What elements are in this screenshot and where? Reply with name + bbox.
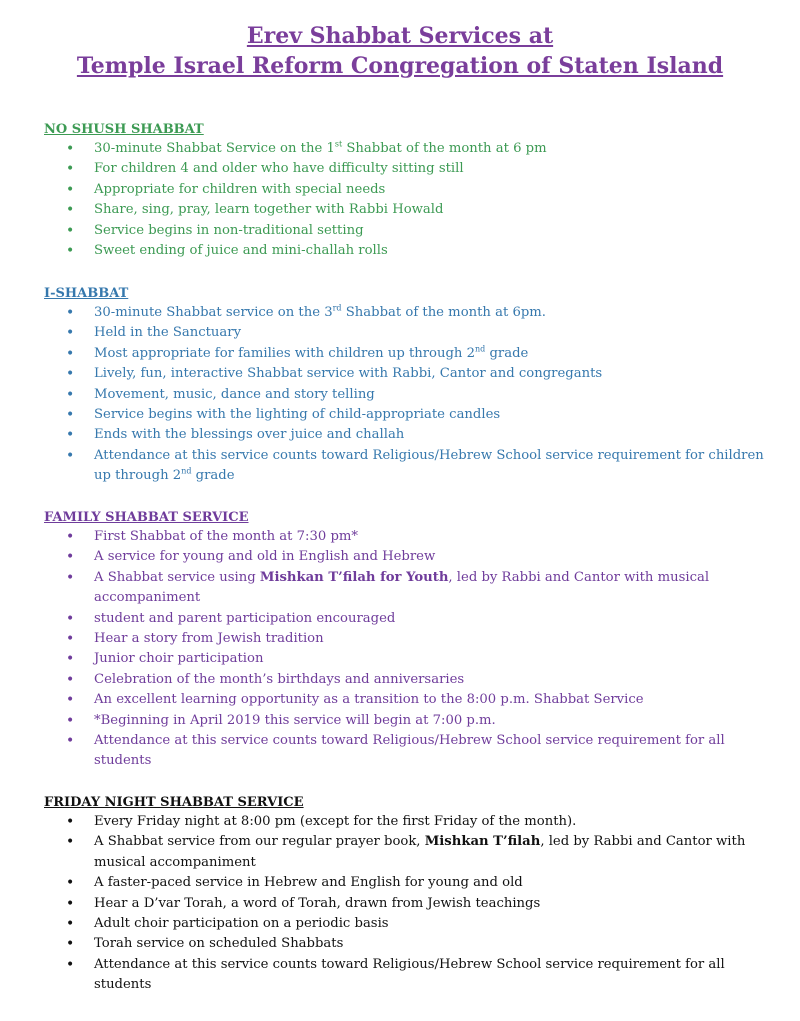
list-item (44, 385, 784, 405)
list-item (44, 527, 784, 547)
bullet-list (44, 812, 784, 996)
bullet-list (44, 139, 784, 261)
list-item (44, 690, 784, 710)
list-item-text: , led by Rabbi and Cantor with musical accompaniment (94, 834, 746, 870)
list-item (44, 873, 784, 893)
list-item (44, 159, 784, 179)
list-item (44, 568, 784, 609)
book-title: Mishkan T’filah (424, 834, 541, 850)
list-item-text: A faster-paced service in Hebrew and English for young and old (94, 875, 523, 891)
list-item-text: Service begins with the lighting of child-appropriate candles (94, 407, 501, 423)
list-item (44, 547, 784, 567)
list-item-text: Share, sing, pray, learn together with Rabbi Howald (94, 202, 444, 218)
list-item (44, 241, 784, 261)
list-item (44, 221, 784, 241)
list-item-text: Attendance at this service counts toward Religious/Hebrew School service requirement for all students (94, 956, 725, 993)
section-heading: NO SHUSH SHABBAT (44, 122, 204, 137)
list-item-text: A Shabbat service from our regular prayer book, (94, 834, 425, 850)
list-item (44, 832, 784, 873)
list-item (44, 670, 784, 690)
section-heading: I-SHABBAT (44, 286, 129, 301)
list-item (44, 323, 784, 343)
list-item-text: Service begins in non-traditional setting (94, 222, 364, 238)
list-item (44, 914, 784, 934)
list-item-text: 30-minute Shabbat service on the 3 (94, 305, 333, 320)
ordinal-suffix: rd (332, 303, 342, 313)
page-title-line-2: Temple Israel Reform Congregation of Staten Island (76, 53, 724, 79)
list-item (44, 812, 784, 832)
list-item-text: Attendance at this service counts toward Religious/Hebrew School service requirement for children up through 2 (94, 447, 764, 484)
bullet-list (44, 303, 784, 487)
list-item-text: Appropriate for children with special needs (94, 181, 386, 197)
list-item-text: A Shabbat service using (94, 569, 260, 585)
ordinal-suffix: nd (181, 466, 192, 476)
ordinal-suffix: st (334, 139, 343, 149)
ordinal-suffix: nd (475, 344, 486, 354)
section-heading: FAMILY SHABBAT SERVICE (44, 510, 249, 525)
list-item-text: An excellent learning opportunity as a transition to the 8:00 p.m. Shabbat Service (94, 692, 644, 708)
list-item (44, 303, 784, 323)
section-family-shabbat-service (44, 509, 784, 772)
list-item-text: Hear a story from Jewish tradition (94, 631, 324, 647)
list-item-text: For children 4 and older who have difficulty sitting still (94, 161, 464, 177)
list-item (44, 446, 784, 487)
list-item-text: student and parent participation encouraged (94, 610, 396, 626)
list-item-text: Held in the Sanctuary (94, 325, 242, 341)
section-heading: FRIDAY NIGHT SHABBAT SERVICE (44, 795, 304, 810)
list-item (44, 609, 784, 629)
list-item-text: Every Friday night at 8:00 pm (except for the first Friday of the month). (94, 814, 577, 829)
list-item-text: A service for young and old in English and Hebrew (94, 549, 436, 565)
list-item-text: *Beginning in April 2019 this service will begin at 7:00 p.m. (94, 712, 496, 728)
list-item-text: Attendance at this service counts toward Religious/Hebrew School service requirement for all students (94, 733, 725, 769)
list-item-text: Junior choir participation (94, 651, 264, 667)
list-item-text: Adult choir participation on a periodic basis (94, 916, 389, 932)
book-title: Mishkan T’filah for Youth (259, 569, 449, 585)
list-item-text: grade (191, 468, 235, 484)
section-i-shabbat (44, 285, 784, 487)
list-item-text: Shabbat of the month at 6 pm (342, 141, 547, 156)
list-item (44, 934, 784, 954)
section-friday-night-shabbat-service (44, 794, 784, 996)
list-item (44, 649, 784, 669)
list-item (44, 405, 784, 425)
list-item (44, 180, 784, 200)
list-item (44, 364, 784, 384)
list-item-text: First Shabbat of the month at 7:30 pm* (94, 529, 358, 544)
list-item-text: Ends with the blessings over juice and challah (94, 427, 405, 443)
list-item-text: Celebration of the month’s birthdays and anniversaries (94, 671, 465, 687)
list-item-text: Shabbat of the month at 6pm. (341, 305, 546, 320)
list-item (44, 200, 784, 220)
bullet-list (44, 527, 784, 772)
list-item-text: Movement, music, dance and story telling (94, 386, 375, 402)
list-item (44, 629, 784, 649)
list-item-text: Sweet ending of juice and mini-challah rolls (94, 243, 388, 259)
list-item-text: 30-minute Shabbat Service on the 1 (94, 141, 335, 156)
list-item-text: Torah service on scheduled Shabbats (94, 936, 344, 952)
list-item-text: grade (485, 345, 529, 361)
list-item-text: Hear a D’var Torah, a word of Torah, drawn from Jewish teachings (94, 895, 541, 911)
page-title-line-1: Erev Shabbat Services at (246, 23, 554, 49)
list-item-text: Lively, fun, interactive Shabbat service with Rabbi, Cantor and congregants (94, 366, 603, 382)
list-item (44, 894, 784, 914)
list-item (44, 344, 784, 364)
list-item-text: Most appropriate for families with children up through 2 (94, 345, 476, 361)
section-no-shush-shabbat (44, 121, 784, 261)
list-item (44, 955, 784, 996)
list-item (44, 711, 784, 731)
list-item (44, 731, 784, 772)
list-item-text: , led by Rabbi and Cantor with musical accompaniment (94, 569, 710, 606)
list-item (44, 139, 784, 159)
list-item (44, 425, 784, 445)
